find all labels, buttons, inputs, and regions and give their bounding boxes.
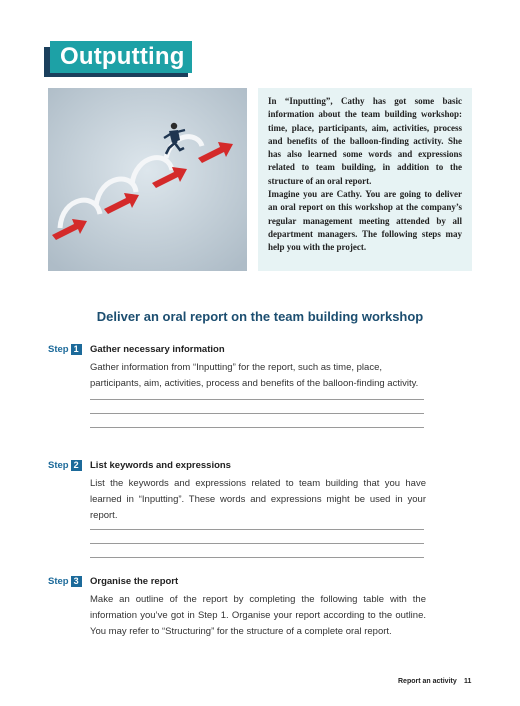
step-label-text: Step bbox=[48, 576, 69, 587]
step-label-2 bbox=[48, 460, 82, 472]
step-body-1: Gather information from “Inputting” for the report, such as time, place, participants, aim, activities, process and benefits of the balloon-finding activity. bbox=[90, 362, 419, 389]
step-label-text: Step bbox=[48, 460, 69, 471]
step-title-2: List keywords and expressions bbox=[90, 460, 231, 471]
answer-line bbox=[90, 557, 424, 558]
step-number: 3 bbox=[71, 576, 82, 587]
stairs-illustration bbox=[48, 88, 247, 271]
answer-line bbox=[90, 529, 424, 530]
page-title: Outputting bbox=[50, 41, 192, 73]
intro-box bbox=[258, 88, 472, 271]
answer-line bbox=[90, 427, 424, 428]
answer-line bbox=[90, 413, 424, 414]
illustration-background bbox=[48, 88, 247, 271]
answer-line bbox=[90, 543, 424, 544]
intro-paragraph: In “Inputting”, Cathy has got some basic information about the team building workshop: time, place, participants, aim, activities, process and benefits of the balloon-finding activity. She has also learned some words and expressions related to team building, in addition to the structure of an oral report. bbox=[268, 96, 462, 186]
step-body-2: List the keywords and expressions related to team building that you have learned in “Inputting”. These words and expressions might be used in your report. bbox=[90, 478, 426, 521]
section-heading: Deliver an oral report on the team building workshop bbox=[96, 309, 424, 324]
title-banner bbox=[44, 41, 192, 75]
answer-line bbox=[90, 399, 424, 400]
step-label-3 bbox=[48, 576, 82, 588]
step-label-1 bbox=[48, 344, 82, 356]
footer-section-label: Report an activity bbox=[398, 678, 457, 685]
step-body-3: Make an outline of the report by completing the following table with the information you’ve got in Step 1. Organise your report according to the outline. You may refer to “Structuring” for the structure of a complete oral report. bbox=[90, 594, 426, 637]
step-title-1: Gather necessary information bbox=[90, 344, 225, 355]
step-title-3: Organise the report bbox=[90, 576, 179, 587]
step-number: 1 bbox=[71, 344, 82, 355]
page-number: 11 bbox=[464, 678, 472, 685]
step-number: 2 bbox=[71, 460, 82, 471]
step-label-text: Step bbox=[48, 344, 69, 355]
intro-paragraph: Imagine you are Cathy. You are going to deliver an oral report on this workshop at the company’s regular management meeting attended by all department managers. The following steps may help you with the project. bbox=[268, 189, 462, 253]
